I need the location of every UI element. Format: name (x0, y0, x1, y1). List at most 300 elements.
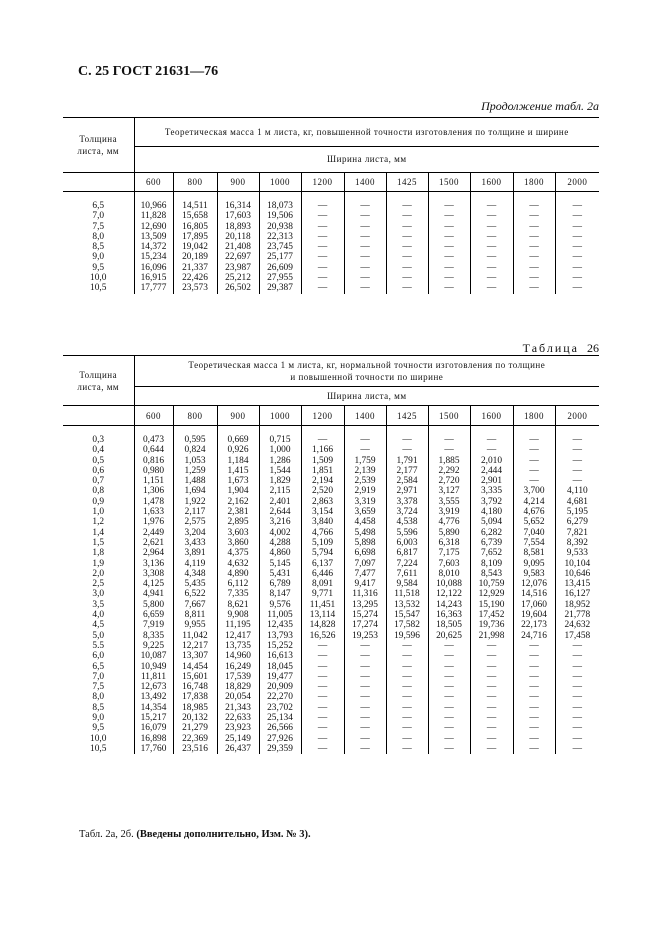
mass-cell: — (301, 651, 344, 661)
mass-cell: 4,632 (217, 559, 259, 569)
mass-cell: — (344, 273, 386, 283)
mass-cell: — (470, 201, 513, 211)
mass-cell: 18,952 (555, 600, 599, 610)
mass-cell: 2,115 (259, 486, 301, 496)
mass-cell: — (428, 283, 470, 293)
mass-cell: 4,776 (428, 517, 470, 527)
mass-cell: — (428, 222, 470, 232)
thickness-cell: 7,5 (92, 221, 105, 232)
mass-cell: — (470, 222, 513, 232)
table-row (63, 559, 599, 569)
mass-cell: — (428, 641, 470, 651)
width-col-header: 900 (217, 406, 259, 426)
gap-cell (555, 426, 599, 436)
mass-cell: — (428, 672, 470, 682)
mass-cell: 6,739 (470, 538, 513, 548)
mass-cell: 2,720 (428, 476, 470, 486)
mass-cell: 6,003 (386, 538, 428, 548)
mass-cell: 17,777 (134, 283, 173, 293)
mass-cell: — (386, 641, 428, 651)
mass-cell: — (428, 273, 470, 283)
footnote-prefix: Табл. 2а, 2б. (79, 829, 134, 840)
thickness-cell: 8,0 (92, 692, 105, 703)
width-col-header: 2000 (555, 173, 599, 192)
mass-cell: 4,348 (173, 569, 217, 579)
mass-cell: — (344, 692, 386, 702)
mass-cell: — (470, 713, 513, 723)
mass-cell: 5,652 (513, 517, 555, 527)
table-row (63, 273, 599, 283)
mass-cell: 5,498 (344, 528, 386, 538)
thickness-cell: 6,5 (92, 661, 105, 672)
table-row (63, 497, 599, 507)
mass-cell: 4,288 (259, 538, 301, 548)
mass-cell: 3,603 (217, 528, 259, 538)
width-col-header: 1000 (259, 173, 301, 192)
mass-cell: — (386, 263, 428, 273)
mass-cell: — (301, 435, 344, 445)
mass-cell: — (301, 703, 344, 713)
mass-cell: 3,700 (513, 486, 555, 496)
mass-cell: 16,314 (217, 201, 259, 211)
thickness-cell: 2,5 (92, 579, 105, 590)
mass-cell: 29,387 (259, 283, 301, 293)
mass-cell: 0,824 (173, 445, 217, 455)
mass-cell: 8,543 (470, 569, 513, 579)
mass-cell: — (513, 662, 555, 672)
mass-cell: — (301, 713, 344, 723)
mass-cell: — (555, 435, 599, 445)
mass-cell: — (555, 672, 599, 682)
mass-cell: 19,042 (173, 242, 217, 252)
theoretical-mass-header (134, 356, 599, 387)
mass-cell: — (301, 252, 344, 262)
mass-cell: 7,224 (386, 559, 428, 569)
mass-cell: — (301, 672, 344, 682)
mass-cell: 8,335 (134, 631, 173, 641)
width-col-header: 800 (173, 173, 217, 192)
row-header-spacer (63, 406, 134, 426)
mass-cell: 13,793 (259, 631, 301, 641)
mass-cell: — (555, 476, 599, 486)
mass-cell: 22,369 (173, 734, 217, 744)
mass-cell: 9,771 (301, 589, 344, 599)
mass-cell: 22,313 (259, 232, 301, 242)
thickness-cell: 4,5 (92, 620, 105, 631)
mass-cell: 27,955 (259, 273, 301, 283)
mass-cell: — (428, 435, 470, 445)
mass-cell: 0,644 (134, 445, 173, 455)
mass-cell: 10,088 (428, 579, 470, 589)
mass-cell: 21,998 (470, 631, 513, 641)
thickness-cell: 0,5 (92, 455, 105, 466)
mass-cell: 17,838 (173, 692, 217, 702)
mass-cell: 3,216 (259, 517, 301, 527)
mass-cell: 11,451 (301, 600, 344, 610)
mass-cell: 5,435 (173, 579, 217, 589)
mass-cell: 3,919 (428, 507, 470, 517)
mass-cell: 1,544 (259, 466, 301, 476)
mass-cell: 2,010 (470, 456, 513, 466)
thickness-cell: 0,9 (92, 496, 105, 507)
thickness-cell: 4,0 (92, 610, 105, 621)
footnote-bold: (Введены дополнительно, Изм. № 3). (136, 829, 311, 840)
mass-cell: 5,800 (134, 600, 173, 610)
mass-cell: 1,415 (217, 466, 259, 476)
mass-cell: 17,582 (386, 620, 428, 630)
mass-cell: 13,295 (344, 600, 386, 610)
mass-cell: 25,212 (217, 273, 259, 283)
mass-cell: 15,601 (173, 672, 217, 682)
mass-cell: 8,392 (555, 538, 599, 548)
thickness-cell: 2,0 (92, 568, 105, 579)
mass-cell: 0,715 (259, 435, 301, 445)
width-col-header: 1400 (344, 173, 386, 192)
mass-cell: 18,045 (259, 662, 301, 672)
mass-cell: 0,669 (217, 435, 259, 445)
width-col-header: 1800 (513, 173, 555, 192)
mass-cell: — (513, 445, 555, 455)
mass-cell: 6,817 (386, 548, 428, 558)
mass-cell: 5,596 (386, 528, 428, 538)
mass-cell: 12,673 (134, 682, 173, 692)
mass-cell: 12,690 (134, 222, 173, 232)
mass-cell: 4,119 (173, 559, 217, 569)
mass-cell: 19,596 (386, 631, 428, 641)
mass-cell: 14,243 (428, 600, 470, 610)
mass-cell: 10,646 (555, 569, 599, 579)
mass-cell: — (555, 662, 599, 672)
mass-cell: 13,735 (217, 641, 259, 651)
mass-cell: 5,898 (344, 538, 386, 548)
mass-cell: — (513, 723, 555, 733)
mass-cell: — (470, 662, 513, 672)
mass-cell: 2,895 (217, 517, 259, 527)
mass-cell: — (555, 456, 599, 466)
mass-cell: 24,632 (555, 620, 599, 630)
thickness-cell: 0,4 (92, 445, 105, 456)
mass-cell: 22,270 (259, 692, 301, 702)
mass-cell: 3,136 (134, 559, 173, 569)
mass-cell: 10,087 (134, 651, 173, 661)
mass-cell: 10,759 (470, 579, 513, 589)
mass-cell: 1,259 (173, 466, 217, 476)
mass-cell: 2,520 (301, 486, 344, 496)
gap-cell (428, 426, 470, 436)
mass-cell: 1,976 (134, 517, 173, 527)
mass-cell: — (344, 242, 386, 252)
mass-cell: 20,189 (173, 252, 217, 262)
mass-cell: — (470, 703, 513, 713)
table-row (63, 466, 599, 476)
mass-cell: — (386, 242, 428, 252)
mass-cell: — (386, 703, 428, 713)
mass-cell: — (513, 466, 555, 476)
mass-cell: 6,137 (301, 559, 344, 569)
thickness-cell: 9,5 (92, 723, 105, 734)
mass-cell: — (470, 682, 513, 692)
mass-cell: 11,195 (217, 620, 259, 630)
mass-cell: 20,625 (428, 631, 470, 641)
mass-cell: 2,117 (173, 507, 217, 517)
mass-cell: 25,177 (259, 252, 301, 262)
mass-cell: 1,922 (173, 497, 217, 507)
mass-cell: 18,829 (217, 682, 259, 692)
table-name-label: Таблица (522, 341, 579, 355)
gap-cell (344, 192, 386, 202)
mass-cell: 2,381 (217, 507, 259, 517)
mass-cell: 14,516 (513, 589, 555, 599)
mass-cell: 4,214 (513, 497, 555, 507)
mass-cell: 23,745 (259, 242, 301, 252)
mass-cell: 9,955 (173, 620, 217, 630)
mass-cell: 6,446 (301, 569, 344, 579)
mass-cell: — (555, 682, 599, 692)
table-row (63, 201, 599, 211)
mass-cell: 4,375 (217, 548, 259, 558)
mass-cell: 22,697 (217, 252, 259, 262)
mass-cell: 3,724 (386, 507, 428, 517)
gap-cell (63, 192, 134, 202)
mass-cell: — (344, 734, 386, 744)
table-row (63, 548, 599, 558)
mass-cell: 0,473 (134, 435, 173, 445)
mass-cell: 17,895 (173, 232, 217, 242)
mass-cell: 15,658 (173, 211, 217, 221)
mass-cell: 1,633 (134, 507, 173, 517)
mass-cell: 14,354 (134, 703, 173, 713)
gap-cell (259, 192, 301, 202)
mass-cell: 1,694 (173, 486, 217, 496)
width-header: Ширина листа, мм (134, 146, 599, 172)
mass-cell: 16,079 (134, 723, 173, 733)
mass-cell: 16,249 (217, 662, 259, 672)
table-row (63, 579, 599, 589)
mass-cell: — (344, 232, 386, 242)
table-name-number: 26 (587, 341, 599, 355)
mass-cell: 10,104 (555, 559, 599, 569)
mass-cell: — (513, 641, 555, 651)
mass-cell: 17,760 (134, 744, 173, 754)
width-col-header: 1200 (301, 406, 344, 426)
widths-row (63, 173, 599, 192)
mass-cell: 10,966 (134, 201, 173, 211)
mass-cell: — (301, 263, 344, 273)
mass-cell: 19,477 (259, 672, 301, 682)
mass-cell: — (428, 445, 470, 455)
mass-cell: 11,518 (386, 589, 428, 599)
mass-cell: — (301, 641, 344, 651)
mass-cell: 16,915 (134, 273, 173, 283)
mass-cell: 7,652 (470, 548, 513, 558)
mass-cell: — (428, 252, 470, 262)
mass-cell: 6,279 (555, 517, 599, 527)
width-col-header: 1600 (470, 406, 513, 426)
mass-cell: 11,042 (173, 631, 217, 641)
mass-cell: 1,488 (173, 476, 217, 486)
mass-cell: 4,538 (386, 517, 428, 527)
mass-cell: — (386, 435, 428, 445)
gap-cell (428, 192, 470, 202)
mass-cell: 1,306 (134, 486, 173, 496)
thickness-cell: 0,3 (92, 435, 105, 445)
mass-cell: — (428, 703, 470, 713)
mass-cell: 13,307 (173, 651, 217, 661)
mass-cell: 18,893 (217, 222, 259, 232)
mass-cell: 19,604 (513, 610, 555, 620)
mass-cell: — (428, 263, 470, 273)
mass-cell: — (470, 283, 513, 293)
width-col-header: 1500 (428, 173, 470, 192)
mass-cell: 23,987 (217, 263, 259, 273)
thickness-cell: 8,0 (92, 231, 105, 242)
mass-cell: — (428, 242, 470, 252)
mass-cell: 0,816 (134, 456, 173, 466)
mass-cell: — (470, 734, 513, 744)
mass-cell: 17,060 (513, 600, 555, 610)
mass-cell: — (555, 466, 599, 476)
mass-cell: 11,811 (134, 672, 173, 682)
mass-cell: — (428, 201, 470, 211)
mass-cell: — (513, 242, 555, 252)
mass-cell: — (513, 263, 555, 273)
mass-cell: 1,184 (217, 456, 259, 466)
gap-cell (259, 426, 301, 436)
thickness-cell: 3,5 (92, 599, 105, 610)
mass-cell: 26,437 (217, 744, 259, 754)
mass-cell: — (513, 692, 555, 702)
gap-cell (301, 192, 344, 202)
mass-cell: 20,132 (173, 713, 217, 723)
mass-cell: 1,759 (344, 456, 386, 466)
mass-cell: — (386, 222, 428, 232)
mass-cell: — (301, 734, 344, 744)
mass-cell: 3,127 (428, 486, 470, 496)
thickness-cell: 5.5 (92, 640, 105, 651)
mass-cell: 9,584 (386, 579, 428, 589)
mass-cell: 18,985 (173, 703, 217, 713)
mass-cell: — (386, 713, 428, 723)
thickness-cell: 7,0 (92, 671, 105, 682)
mass-cell: 7,040 (513, 528, 555, 538)
mass-cell: — (470, 445, 513, 455)
mass-cell: 4,002 (259, 528, 301, 538)
mass-cell: — (513, 283, 555, 293)
table-row (63, 682, 599, 692)
mass-cell: — (428, 723, 470, 733)
thickness-cell: 8,5 (92, 702, 105, 713)
mass-cell: — (513, 273, 555, 283)
mass-cell: — (513, 232, 555, 242)
mass-cell: 11,005 (259, 610, 301, 620)
mass-cell: 12,122 (428, 589, 470, 599)
mass-cell: — (344, 662, 386, 672)
thickness-cell: 1,0 (92, 507, 105, 518)
mass-cell: 4,458 (344, 517, 386, 527)
mass-cell: 4,766 (301, 528, 344, 538)
mass-cell: — (555, 445, 599, 455)
row-header-label: Толщина листа, мм (77, 134, 120, 156)
mass-cell: — (470, 242, 513, 252)
mass-cell: 9,576 (259, 600, 301, 610)
mass-cell: — (344, 744, 386, 754)
width-col-header: 1425 (386, 173, 428, 192)
mass-cell: 13,532 (386, 600, 428, 610)
mass-cell: 9,417 (344, 579, 386, 589)
gap-cell (134, 426, 173, 436)
mass-cell: — (386, 682, 428, 692)
mass-cell: 2,584 (386, 476, 428, 486)
mass-cell: — (513, 713, 555, 723)
mass-cell: — (301, 211, 344, 221)
table-row (63, 263, 599, 273)
mass-cell: 20,118 (217, 232, 259, 242)
mass-cell: 6,789 (259, 579, 301, 589)
mass-cell: 6,318 (428, 538, 470, 548)
widths-row (63, 406, 599, 426)
mass-cell: — (470, 672, 513, 682)
mass-cell: 2,292 (428, 466, 470, 476)
mass-cell: — (470, 723, 513, 733)
mass-cell: 8,811 (173, 610, 217, 620)
gap-cell (134, 192, 173, 202)
mass-cell: — (470, 692, 513, 702)
mass-cell: — (301, 201, 344, 211)
gap-cell (386, 426, 428, 436)
mass-cell: 15,190 (470, 600, 513, 610)
thickness-cell: 1,2 (92, 517, 105, 528)
mass-cell: — (301, 723, 344, 733)
width-col-header: 1000 (259, 406, 301, 426)
mass-cell: — (386, 692, 428, 702)
mass-cell: 2,449 (134, 528, 173, 538)
mass-cell: 11,828 (134, 211, 173, 221)
continuation-label: Продолжение табл. 2а (481, 99, 599, 113)
mass-cell: — (555, 744, 599, 754)
mass-cell: — (555, 211, 599, 221)
mass-cell: — (301, 222, 344, 232)
mass-cell: — (513, 222, 555, 232)
mass-cell: 4,890 (217, 569, 259, 579)
mass-cell: 10,949 (134, 662, 173, 672)
mass-cell: 5,195 (555, 507, 599, 517)
thickness-cell: 0,6 (92, 465, 105, 476)
gap-cell (513, 426, 555, 436)
mass-cell: 8,109 (470, 559, 513, 569)
mass-cell: — (555, 734, 599, 744)
mass-cell: 26,609 (259, 263, 301, 273)
mass-cell: 19,253 (344, 631, 386, 641)
mass-cell: — (386, 445, 428, 455)
mass-cell: 22,426 (173, 273, 217, 283)
mass-cell: 3,154 (301, 507, 344, 517)
mass-cell: 14,454 (173, 662, 217, 672)
mass-cell: 4,941 (134, 589, 173, 599)
table-row (63, 283, 599, 293)
mass-cell: 3,555 (428, 497, 470, 507)
mass-cell: 1,000 (259, 445, 301, 455)
mass-cell: 4,676 (513, 507, 555, 517)
gap-cell (386, 192, 428, 202)
mass-cell: 15,252 (259, 641, 301, 651)
mass-cell: — (344, 682, 386, 692)
table-2b (63, 355, 599, 754)
mass-cell: 0,980 (134, 466, 173, 476)
mass-cell: 25,134 (259, 713, 301, 723)
width-col-header: 1400 (344, 406, 386, 426)
mass-cell: 16,805 (173, 222, 217, 232)
mass-cell: — (386, 744, 428, 754)
